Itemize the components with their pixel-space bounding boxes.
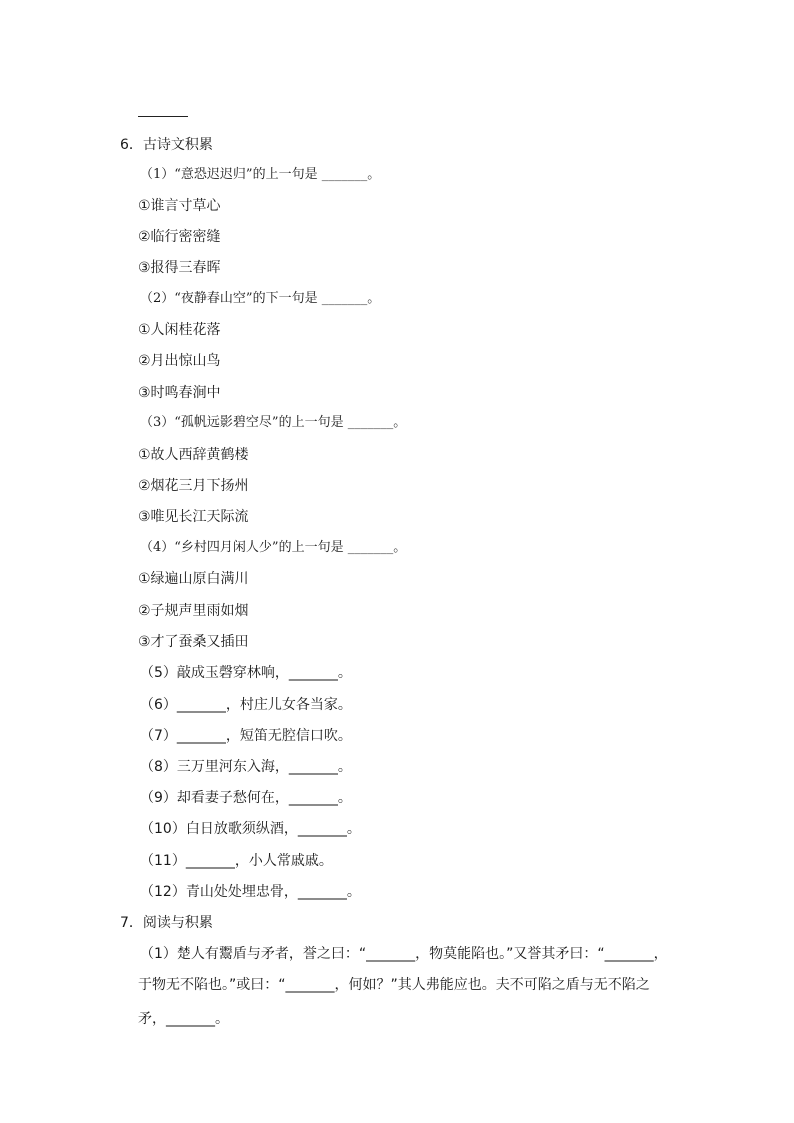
q6-sub2-option-3: ③时鸣春涧中 [138,385,221,401]
q6-fill-7: （7）_______，短笛无腔信口吹。 [140,728,352,744]
q6-fill-11: （11）_______，小人常戚戚。 [140,853,333,869]
q6-fill-8: （8）三万里河东入海，_______。 [140,759,352,775]
q7-passage-line-3: 矛，_______。 [138,1011,229,1027]
q6-sub2-stem: （2）“夜静春山空”的下一句是 _______。 [140,291,381,306]
q6-sub4-option-1: ①绿遍山原白满川 [138,571,249,587]
q7-passage-line-1: （1）楚人有鬻盾与矛者，誉之曰：“_______，物莫能陷也。”又誉其矛曰：“_______， [140,946,668,962]
q7-passage-line-2: 于物无不陷也。”或曰：“_______，何如？”其人弗能应也。夫不可陷之盾与无不陷之 [138,977,650,993]
q6-sub3-option-3: ③唯见长江天际流 [138,509,249,525]
q6-sub3-stem: （3）“孤帆远影碧空尽”的上一句是 _______。 [140,415,407,430]
q6-fill-5: （5）敲成玉磬穿林响，_______。 [140,665,352,681]
q6-sub1-option-1: ①谁言寸草心 [138,198,221,214]
q6-fill-12: （12）青山处处埋忠骨，_______。 [140,884,361,900]
q6-sub4-option-2: ②子规声里雨如烟 [138,603,249,619]
q6-sub1-stem: （1）“意恐迟迟归”的上一句是 _______。 [140,167,381,182]
answer-blank [138,116,188,117]
q6-sub2-option-1: ①人闲桂花落 [138,322,221,338]
q7-title: 7．阅读与积累 [120,915,213,931]
q6-sub4-stem: （4）“乡村四月闲人少”的上一句是 _______。 [140,540,407,555]
q6-sub1-option-3: ③报得三春晖 [138,260,221,276]
q6-sub4-option-3: ③才了蚕桑又插田 [138,634,249,650]
q6-sub3-option-2: ②烟花三月下扬州 [138,478,249,494]
q6-sub2-option-2: ②月出惊山鸟 [138,353,221,369]
q6-fill-9: （9）却看妻子愁何在，_______。 [140,790,352,806]
q6-sub3-option-1: ①故人西辞黄鹤楼 [138,447,249,463]
q6-fill-6: （6）_______，村庄儿女各当家。 [140,697,352,713]
q6-title: 6．古诗文积累 [120,137,213,153]
q6-fill-10: （10）白日放歌须纵酒，_______。 [140,821,361,837]
q6-sub1-option-2: ②临行密密缝 [138,229,221,245]
